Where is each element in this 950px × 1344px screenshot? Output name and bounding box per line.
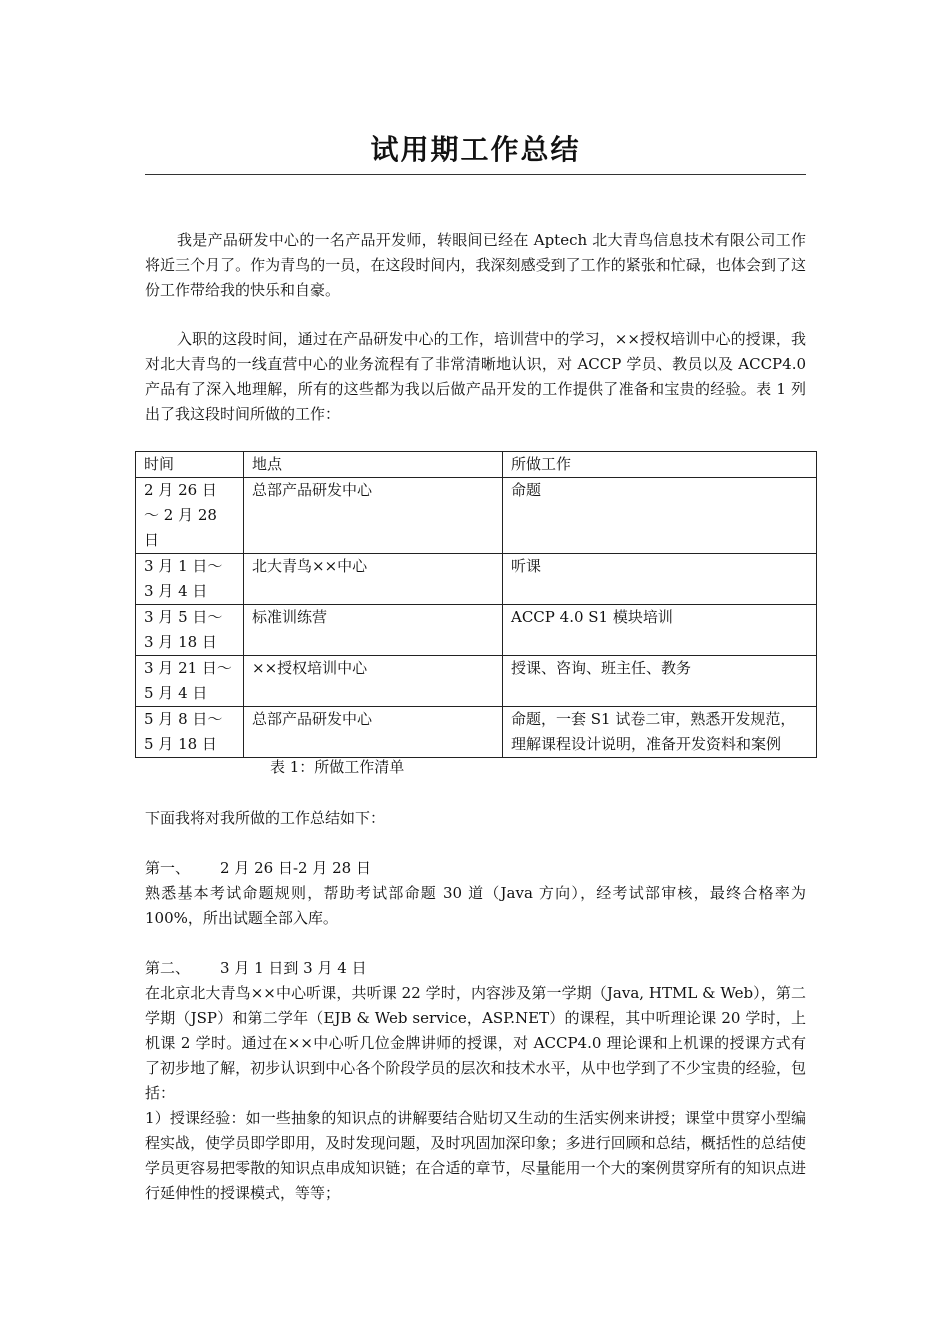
table-caption: 表 1：所做工作清单 xyxy=(270,758,405,776)
table-row xyxy=(136,554,817,605)
section-heading xyxy=(145,956,806,981)
table-cell-time: 3 月 5 日～ 3 月 18 日 xyxy=(136,605,244,656)
table-cell-place: 总部产品研发中心 xyxy=(244,707,503,758)
table-cell-place: ××授权培训中心 xyxy=(244,656,503,707)
table-row xyxy=(136,707,817,758)
table-header-row xyxy=(136,452,817,478)
table-row xyxy=(136,656,817,707)
section-heading xyxy=(145,856,806,881)
table-cell-place: 总部产品研发中心 xyxy=(244,478,503,554)
section-2 xyxy=(145,956,806,1206)
section-1 xyxy=(145,856,806,931)
section-label: 第一、 xyxy=(145,859,191,877)
table-header-cell: 所做工作 xyxy=(503,452,817,478)
table-cell-work: 命题，一套 S1 试卷二审，熟悉开发规范，理解课程设计说明，准备开发资料和案例 xyxy=(503,707,817,758)
table-cell-time: 2 月 26 日 ～ 2 月 28 日 xyxy=(136,478,244,554)
summary-intro: 下面我将对我所做的工作总结如下： xyxy=(145,809,386,827)
document-title: 试用期工作总结 xyxy=(370,133,581,166)
section-label: 第二、 xyxy=(145,959,191,977)
table-cell-time: 3 月 1 日～ 3 月 4 日 xyxy=(136,554,244,605)
table-cell-place: 标准训练营 xyxy=(244,605,503,656)
table-cell-work: 授课、咨询、班主任、教务 xyxy=(503,656,817,707)
intro-paragraph-2: 入职的这段时间，通过在产品研发中心的工作，培训营中的学习，××授权培训中心的授课，我对北大青鸟的一线直营中心的业务流程有了非常清晰地认识，对 ACCP 学员、教员以及 ACCP4.0 产品有了深入地理解，所有的这些都为我以后做产品开发的工作提供了准备和宝贵的经验。表 1 列出了我这段时间所做的工作： xyxy=(145,330,806,423)
table-header-cell: 时间 xyxy=(136,452,244,478)
table-header-cell: 地点 xyxy=(244,452,503,478)
section-date: 3 月 1 日到 3 月 4 日 xyxy=(220,959,367,977)
table-cell-place: 北大青鸟××中心 xyxy=(244,554,503,605)
section-body: 熟悉基本考试命题规则，帮助考试部命题 30 道（Java 方向），经考试部审核，最终合格率为 100%，所出试题全部入库。 xyxy=(145,884,806,927)
table-row xyxy=(136,478,817,554)
table-cell-work: 听课 xyxy=(503,554,817,605)
table-cell-work: 命题 xyxy=(503,478,817,554)
intro-paragraph-1: 我是产品研发中心的一名产品开发师，转眼间已经在 Aptech 北大青鸟信息技术有限公司工作将近三个月了。作为青鸟的一员，在这段时间内，我深刻感受到了工作的紧张和忙碌，也体会到了这份工作带给我的快乐和自豪。 xyxy=(145,231,806,299)
work-table xyxy=(135,451,817,758)
title-underline xyxy=(145,174,806,175)
section-list-item: 1）授课经验：如一些抽象的知识点的讲解要结合贴切又生动的生活实例来讲授；课堂中贯穿小型编程实战，使学员即学即用，及时发现问题，及时巩固加深印象；多进行回顾和总结，概括性的总结使学员更容易把零散的知识点串成知识链；在合适的章节，尽量能用一个大的案例贯穿所有的知识点进行延伸性的授课模式，等等； xyxy=(145,1109,806,1202)
section-body: 在北京北大青鸟××中心听课，共听课 22 学时，内容涉及第一学期（Java, HTML & Web），第二学期（JSP）和第二学年（EJB & Web service，ASP.NET）的课程，其中听理论课 20 学时，上机课 2 学时。通过在××中心听几位金牌讲师的授课，对 ACCP4.0 理论课和上机课的授课方式有了初步地了解，初步认识到中心各个阶段学员的层次和技术水平，从中也学到了不少宝贵的经验，包括： xyxy=(145,984,806,1102)
table-row xyxy=(136,605,817,656)
table-cell-time: 3 月 21 日～ 5 月 4 日 xyxy=(136,656,244,707)
section-date: 2 月 26 日-2 月 28 日 xyxy=(220,859,371,877)
table-cell-work: ACCP 4.0 S1 模块培训 xyxy=(503,605,817,656)
table-cell-time: 5 月 8 日～ 5 月 18 日 xyxy=(136,707,244,758)
